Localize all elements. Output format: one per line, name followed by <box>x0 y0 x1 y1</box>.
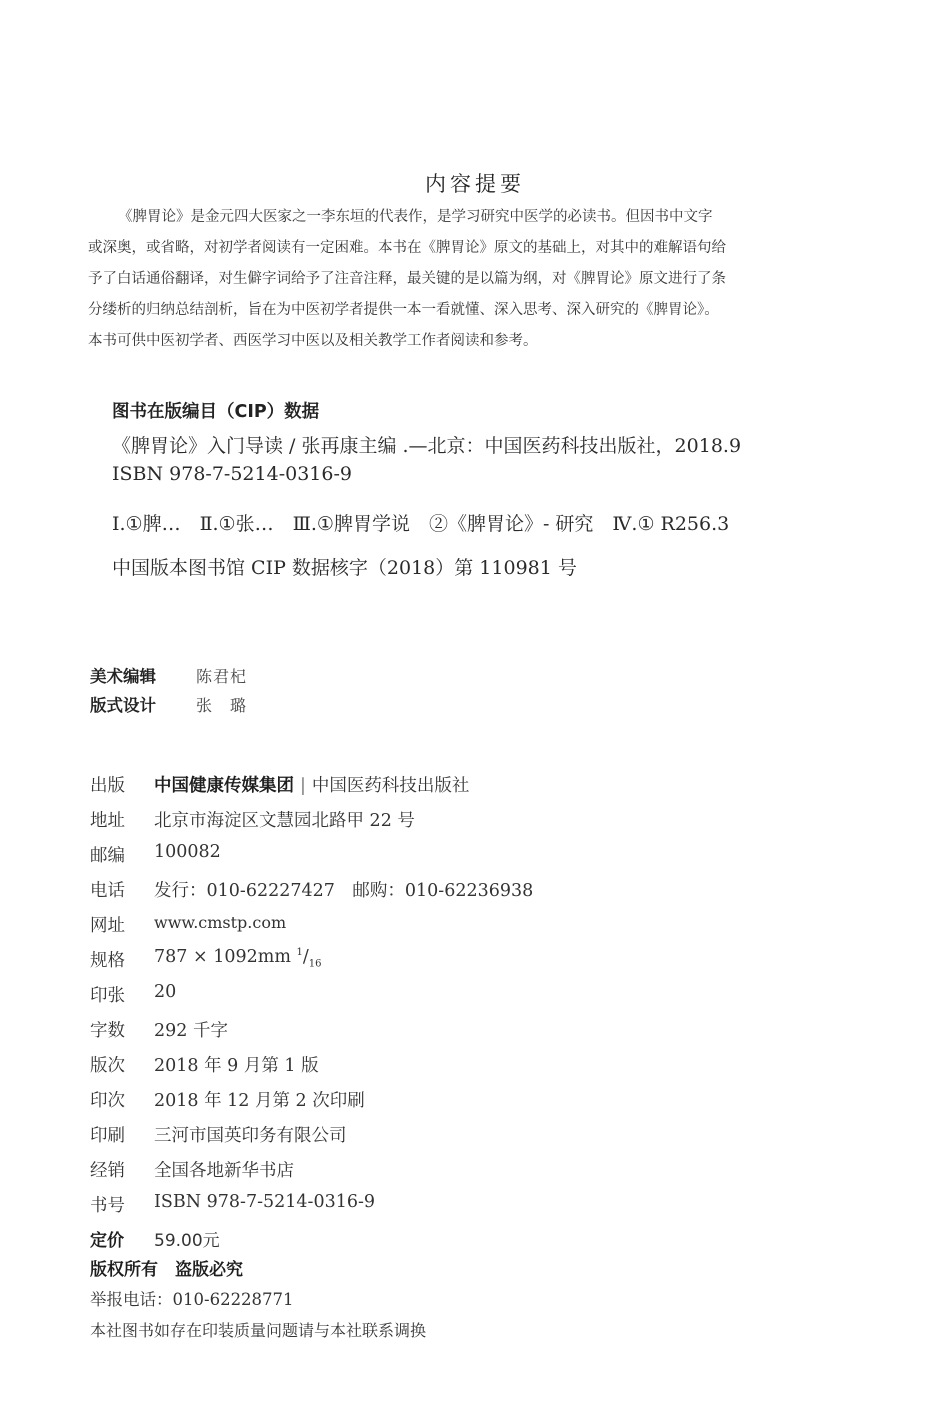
publisher-separator: | <box>300 776 306 796</box>
postcode-value: 100082 <box>154 842 221 862</box>
cip-classification: Ⅰ.①脾… Ⅱ.①张… Ⅲ.①脾胃学说 ②《脾胃论》- 研究 Ⅳ.① R256.3 <box>112 513 730 535</box>
format-denominator: 16 <box>308 958 322 970</box>
printing-label: 印次 <box>90 1091 125 1111</box>
report-phone: 举报电话：010-62228771 <box>90 1290 294 1309</box>
printer-value: 三河市国英印务有限公司 <box>154 1126 347 1146</box>
cip-isbn: ISBN 978-7-5214-0316-9 <box>112 463 352 485</box>
art-editor-value: 陈君杞 <box>196 667 248 686</box>
cip-heading: 图书在版编目（CIP）数据 <box>112 402 320 422</box>
summary-line: 《脾胃论》是金元四大医家之一李东垣的代表作，是学习研究中医学的必读书。但因书中文字 <box>118 209 713 225</box>
postcode-label: 邮编 <box>90 846 125 866</box>
layout-designer-label: 版式设计 <box>90 696 156 715</box>
website-link[interactable]: www.cmstp.com <box>154 913 287 932</box>
quality-notice: 本社图书如存在印装质量问题请与本社联系调换 <box>90 1321 427 1340</box>
summary-line: 本书可供中医初学者、西医学习中医以及相关教学工作者阅读和参考。 <box>88 333 538 349</box>
price-value: 59.00元 <box>154 1231 220 1251</box>
edition-value: 2018 年 9 月第 1 版 <box>154 1056 319 1076</box>
address-value: 北京市海淀区文慧园北路甲 22 号 <box>154 811 415 831</box>
layout-designer-value: 张 璐 <box>196 696 248 715</box>
summary-line: 分缕析的归纳总结剖析，旨在为中医初学者提供一本一看就懂、深入思考、深入研究的《脾胃论》。 <box>88 302 719 318</box>
format-label: 规格 <box>90 951 125 971</box>
cip-number: 中国版本图书馆 CIP 数据核字（2018）第 110981 号 <box>112 557 577 579</box>
edition-label: 版次 <box>90 1056 125 1076</box>
address-label: 地址 <box>90 811 125 831</box>
wordcount-label: 字数 <box>90 1021 125 1041</box>
book-number-value: ISBN 978-7-5214-0316-9 <box>154 1192 376 1212</box>
format-size: 787 × 1092mm <box>154 947 291 967</box>
distributor-value: 全国各地新华书店 <box>154 1161 294 1181</box>
printer-label: 印刷 <box>90 1126 125 1146</box>
website-label: 网址 <box>90 916 125 936</box>
publisher-value <box>154 772 469 797</box>
distributor-label: 经销 <box>90 1161 125 1181</box>
printing-value: 2018 年 12 月第 2 次印刷 <box>154 1091 365 1111</box>
summary-title: 内容提要 <box>425 172 525 196</box>
format-value: 787 × 1092mm $^1/_{16}$ <box>154 947 322 970</box>
book-number-label: 书号 <box>90 1196 125 1216</box>
copyright-notice: 版权所有 盗版必究 <box>90 1260 243 1280</box>
sheets-value: 20 <box>154 982 177 1002</box>
price-label: 定价 <box>90 1231 124 1251</box>
format-numerator: 1 <box>296 947 303 959</box>
publisher-group: 中国健康传媒集团 <box>154 776 294 796</box>
art-editor-label: 美术编辑 <box>90 667 156 686</box>
wordcount-value: 292 千字 <box>154 1021 228 1041</box>
cip-title-line: 《脾胃论》入门导读 / 张再康主编 .—北京：中国医药科技出版社，2018.9 <box>112 435 742 457</box>
summary-line: 或深奥，或省略，对初学者阅读有一定困难。本书在《脾胃论》原文的基础上，对其中的难解语句给 <box>88 240 726 256</box>
sheets-label: 印张 <box>90 986 125 1006</box>
publisher-label: 出版 <box>90 776 125 796</box>
phone-label: 电话 <box>90 881 125 901</box>
phone-value: 发行：010-62227427 邮购：010-62236938 <box>154 881 534 901</box>
summary-line: 予了白话通俗翻译，对生僻字词给予了注音注释，最关键的是以篇为纲，对《脾胃论》原文进行了条 <box>88 271 726 287</box>
publisher-name: 中国医药科技出版社 <box>311 776 470 796</box>
